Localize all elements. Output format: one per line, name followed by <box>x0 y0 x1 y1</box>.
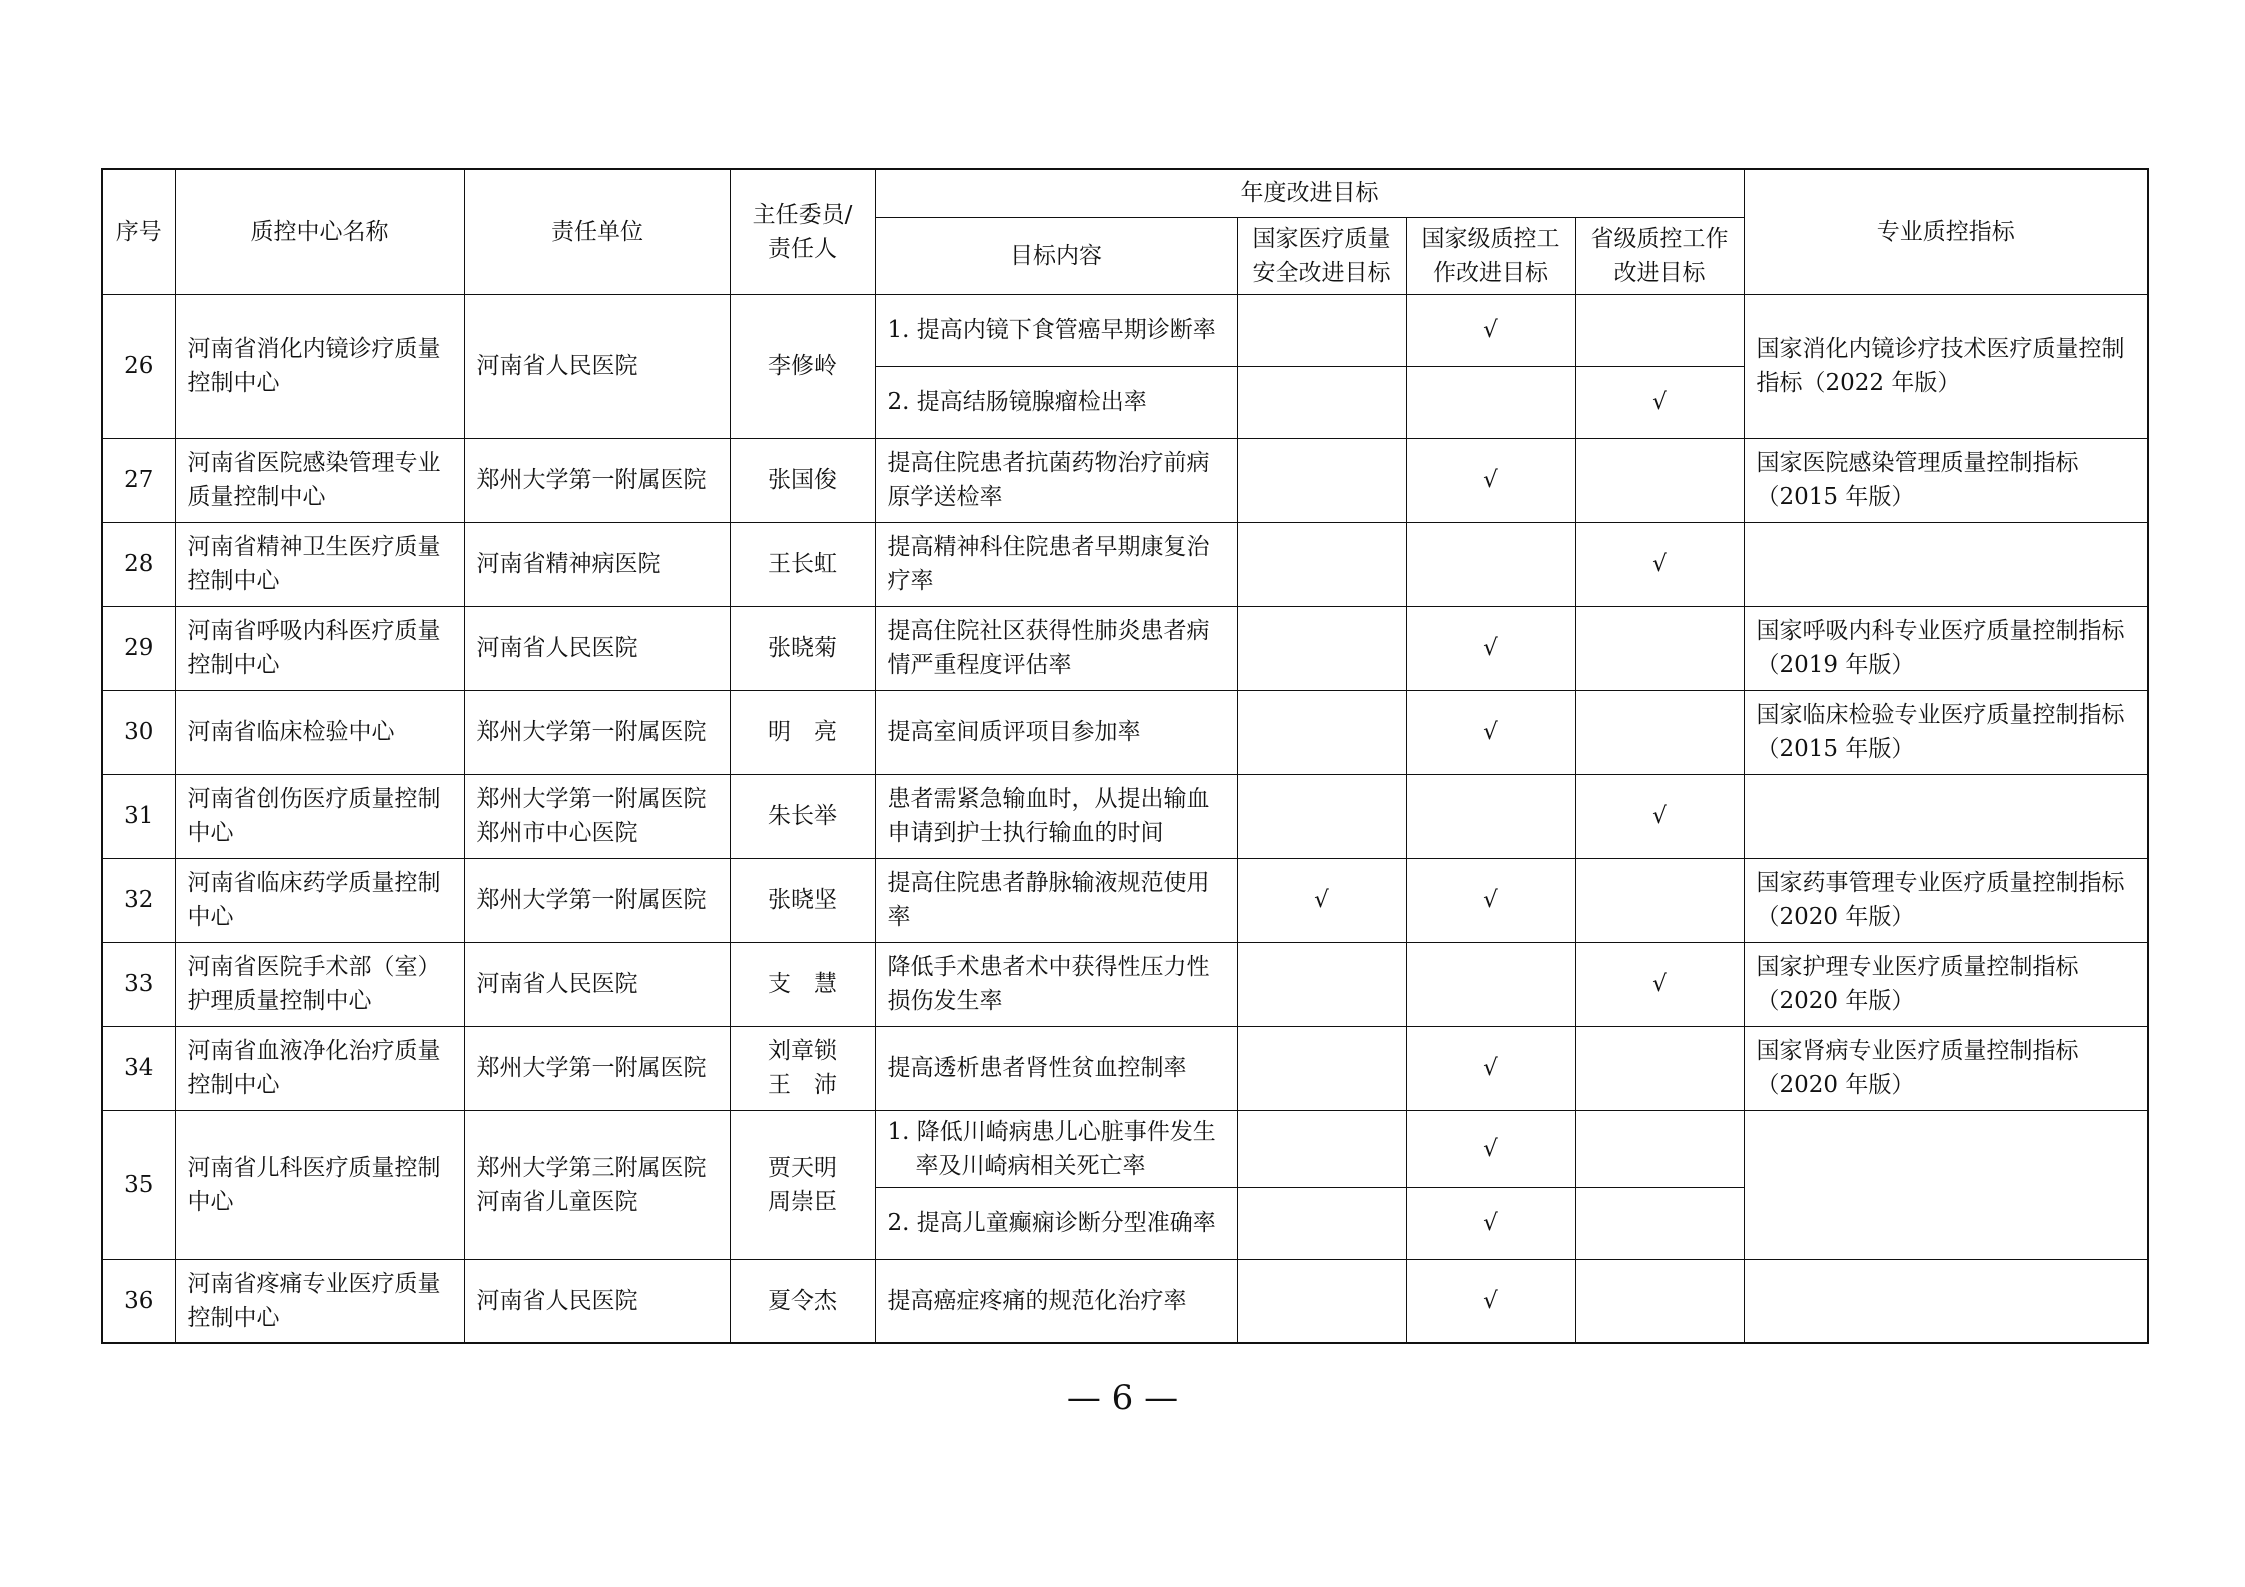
cell-center-name: 河南省血液净化治疗质量控制中心 <box>175 1026 464 1110</box>
cell-seq: 27 <box>102 438 175 522</box>
cell-national-safety-check <box>1237 606 1406 690</box>
cell-responsible-unit: 河南省精神病医院 <box>464 522 730 606</box>
table-row <box>102 858 2148 942</box>
header-national-qc: 国家级质控工作改进目标 <box>1406 217 1575 294</box>
cell-provincial-qc-check <box>1575 690 1744 774</box>
header-goal-content: 目标内容 <box>875 217 1237 294</box>
cell-national-qc-check: √ <box>1406 690 1575 774</box>
cell-indicator <box>1744 522 2148 606</box>
cell-national-safety-check: √ <box>1237 858 1406 942</box>
header-seq: 序号 <box>102 169 175 294</box>
cell-goal-content: 提高癌症疼痛的规范化治疗率 <box>875 1259 1237 1343</box>
cell-goal-content: 2. 提高儿童癫痫诊断分型准确率 <box>875 1187 1237 1259</box>
cell-national-qc-check: √ <box>1406 606 1575 690</box>
cell-national-qc-check <box>1406 774 1575 858</box>
cell-national-safety-check <box>1237 366 1406 438</box>
cell-seq: 35 <box>102 1110 175 1259</box>
cell-national-qc-check <box>1406 942 1575 1026</box>
cell-national-safety-check <box>1237 1026 1406 1110</box>
cell-indicator <box>1744 1110 2148 1259</box>
cell-national-safety-check <box>1237 1110 1406 1187</box>
table-row <box>102 1110 2148 1187</box>
table-row <box>102 294 2148 366</box>
cell-center-name: 河南省呼吸内科医疗质量控制中心 <box>175 606 464 690</box>
cell-director: 张晓菊 <box>730 606 875 690</box>
header-national-safety: 国家医疗质量安全改进目标 <box>1237 217 1406 294</box>
cell-indicator <box>1744 774 2148 858</box>
cell-seq: 29 <box>102 606 175 690</box>
table-row <box>102 942 2148 1026</box>
cell-provincial-qc-check: √ <box>1575 366 1744 438</box>
cell-responsible-unit: 郑州大学第一附属医院 <box>464 690 730 774</box>
cell-responsible-unit: 河南省人民医院 <box>464 606 730 690</box>
cell-seq: 26 <box>102 294 175 438</box>
cell-goal-content: 提高住院社区获得性肺炎患者病情严重程度评估率 <box>875 606 1237 690</box>
cell-goal-content: 提高透析患者肾性贫血控制率 <box>875 1026 1237 1110</box>
cell-goal-content: 提高精神科住院患者早期康复治疗率 <box>875 522 1237 606</box>
cell-national-safety-check <box>1237 690 1406 774</box>
cell-seq: 36 <box>102 1259 175 1343</box>
cell-goal-content: 1. 提高内镜下食管癌早期诊断率 <box>875 294 1237 366</box>
cell-national-qc-check <box>1406 522 1575 606</box>
quality-control-table <box>101 168 2149 1344</box>
cell-center-name: 河南省临床检验中心 <box>175 690 464 774</box>
cell-director: 张晓坚 <box>730 858 875 942</box>
cell-indicator: 国家肾病专业医疗质量控制指标（2020 年版） <box>1744 1026 2148 1110</box>
cell-responsible-unit: 郑州大学第一附属医院 <box>464 1026 730 1110</box>
cell-provincial-qc-check <box>1575 294 1744 366</box>
cell-responsible-unit: 河南省人民医院 <box>464 1259 730 1343</box>
cell-seq: 30 <box>102 690 175 774</box>
table-body <box>102 294 2148 1343</box>
header-annual-goals: 年度改进目标 <box>875 169 1744 217</box>
cell-indicator: 国家消化内镜诊疗技术医疗质量控制指标（2022 年版） <box>1744 294 2148 438</box>
cell-provincial-qc-check <box>1575 1026 1744 1110</box>
cell-provincial-qc-check <box>1575 858 1744 942</box>
cell-responsible-unit: 郑州大学第一附属医院 <box>464 858 730 942</box>
header-unit: 责任单位 <box>464 169 730 294</box>
table-header <box>102 169 2148 294</box>
cell-director: 朱长举 <box>730 774 875 858</box>
cell-goal-content: 2. 提高结肠镜腺瘤检出率 <box>875 366 1237 438</box>
cell-indicator <box>1744 1259 2148 1343</box>
cell-national-safety-check <box>1237 942 1406 1026</box>
cell-national-safety-check <box>1237 1259 1406 1343</box>
cell-national-safety-check <box>1237 1187 1406 1259</box>
cell-provincial-qc-check: √ <box>1575 774 1744 858</box>
cell-indicator: 国家护理专业医疗质量控制指标（2020 年版） <box>1744 942 2148 1026</box>
page-number: — 6 — <box>1066 1378 1179 1418</box>
cell-national-qc-check: √ <box>1406 1110 1575 1187</box>
cell-national-qc-check: √ <box>1406 1259 1575 1343</box>
cell-national-qc-check: √ <box>1406 858 1575 942</box>
cell-director: 支 慧 <box>730 942 875 1026</box>
cell-goal-content: 降低手术患者术中获得性压力性损伤发生率 <box>875 942 1237 1026</box>
cell-national-safety-check <box>1237 438 1406 522</box>
cell-seq: 34 <box>102 1026 175 1110</box>
cell-national-qc-check: √ <box>1406 1026 1575 1110</box>
cell-center-name: 河南省儿科医疗质量控制中心 <box>175 1110 464 1259</box>
cell-indicator: 国家药事管理专业医疗质量控制指标（2020 年版） <box>1744 858 2148 942</box>
cell-director: 刘章锁 王 沛 <box>730 1026 875 1110</box>
cell-responsible-unit: 郑州大学第一附属医院 郑州市中心医院 <box>464 774 730 858</box>
table-row <box>102 1026 2148 1110</box>
cell-indicator: 国家呼吸内科专业医疗质量控制指标（2019 年版） <box>1744 606 2148 690</box>
table-row <box>102 438 2148 522</box>
cell-center-name: 河南省临床药学质量控制中心 <box>175 858 464 942</box>
cell-seq: 31 <box>102 774 175 858</box>
cell-national-qc-check <box>1406 366 1575 438</box>
cell-provincial-qc-check <box>1575 1259 1744 1343</box>
cell-national-qc-check: √ <box>1406 438 1575 522</box>
cell-seq: 32 <box>102 858 175 942</box>
cell-center-name: 河南省医院感染管理专业质量控制中心 <box>175 438 464 522</box>
header-center: 质控中心名称 <box>175 169 464 294</box>
table-row <box>102 774 2148 858</box>
cell-national-qc-check: √ <box>1406 294 1575 366</box>
cell-indicator: 国家临床检验专业医疗质量控制指标（2015 年版） <box>1744 690 2148 774</box>
table-row <box>102 522 2148 606</box>
cell-responsible-unit: 河南省人民医院 <box>464 942 730 1026</box>
cell-center-name: 河南省精神卫生医疗质量控制中心 <box>175 522 464 606</box>
cell-goal-content: 提高室间质评项目参加率 <box>875 690 1237 774</box>
table-row <box>102 690 2148 774</box>
cell-national-safety-check <box>1237 294 1406 366</box>
cell-director: 李修岭 <box>730 294 875 438</box>
cell-provincial-qc-check <box>1575 438 1744 522</box>
cell-goal-content: 患者需紧急输血时，从提出输血申请到护士执行输血的时间 <box>875 774 1237 858</box>
cell-responsible-unit: 郑州大学第一附属医院 <box>464 438 730 522</box>
cell-center-name: 河南省创伤医疗质量控制中心 <box>175 774 464 858</box>
cell-national-safety-check <box>1237 522 1406 606</box>
cell-seq: 33 <box>102 942 175 1026</box>
table-row <box>102 606 2148 690</box>
cell-provincial-qc-check <box>1575 606 1744 690</box>
table-row <box>102 1259 2148 1343</box>
cell-provincial-qc-check <box>1575 1187 1744 1259</box>
cell-center-name: 河南省消化内镜诊疗质量控制中心 <box>175 294 464 438</box>
cell-national-safety-check <box>1237 774 1406 858</box>
cell-director: 张国俊 <box>730 438 875 522</box>
cell-seq: 28 <box>102 522 175 606</box>
header-indicator: 专业质控指标 <box>1744 169 2148 294</box>
cell-goal-content: 提高住院患者抗菌药物治疗前病原学送检率 <box>875 438 1237 522</box>
cell-responsible-unit: 河南省人民医院 <box>464 294 730 438</box>
header-director: 主任委员/责任人 <box>730 169 875 294</box>
cell-center-name: 河南省疼痛专业医疗质量控制中心 <box>175 1259 464 1343</box>
cell-center-name: 河南省医院手术部（室）护理质量控制中心 <box>175 942 464 1026</box>
cell-indicator: 国家医院感染管理质量控制指标（2015 年版） <box>1744 438 2148 522</box>
cell-provincial-qc-check: √ <box>1575 522 1744 606</box>
cell-provincial-qc-check: √ <box>1575 942 1744 1026</box>
cell-goal-content: 提高住院患者静脉输液规范使用率 <box>875 858 1237 942</box>
cell-goal-content: 1. 降低川崎病患儿心脏事件发生率及川崎病相关死亡率 <box>875 1110 1237 1187</box>
header-provincial-qc: 省级质控工作改进目标 <box>1575 217 1744 294</box>
cell-director: 明 亮 <box>730 690 875 774</box>
cell-director: 王长虹 <box>730 522 875 606</box>
cell-director: 贾天明 周崇臣 <box>730 1110 875 1259</box>
cell-director: 夏令杰 <box>730 1259 875 1343</box>
cell-national-qc-check: √ <box>1406 1187 1575 1259</box>
cell-responsible-unit: 郑州大学第三附属医院 河南省儿童医院 <box>464 1110 730 1259</box>
cell-provincial-qc-check <box>1575 1110 1744 1187</box>
